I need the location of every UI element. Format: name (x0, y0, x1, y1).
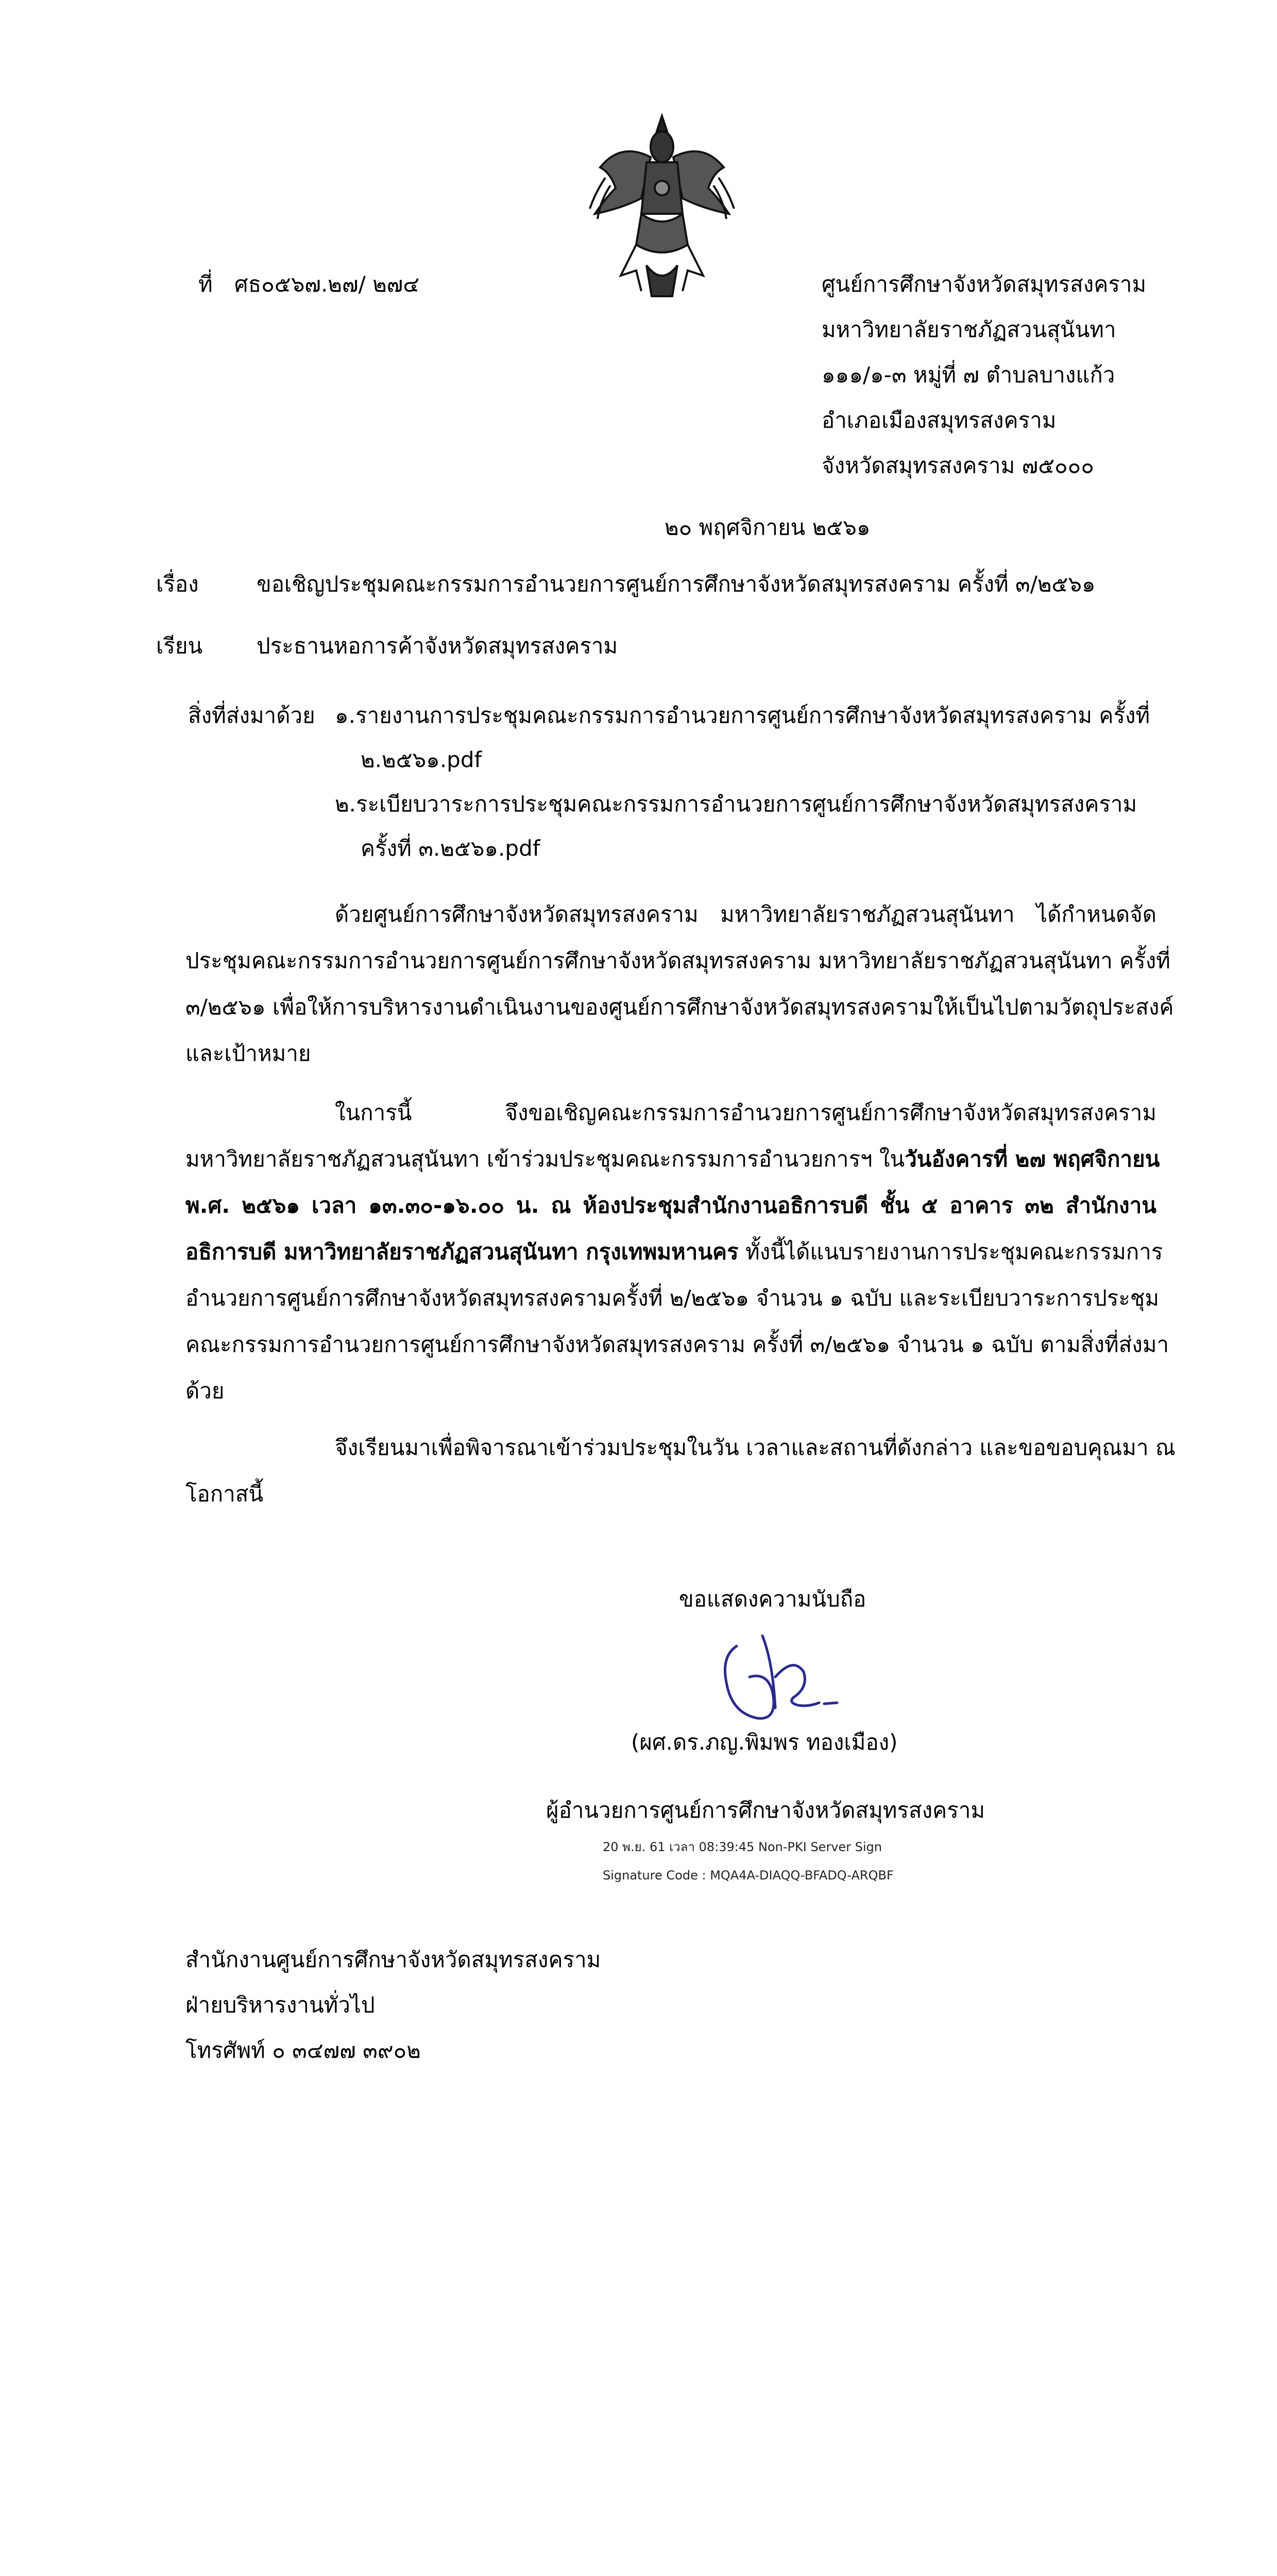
footer-department: ฝ่ายบริหารงานทั่วไป (185, 1992, 375, 2018)
enclosure-item[interactable]: ๑.รายงานการประชุมคณะกรรมการอำนวยการศูนย์การศึกษาจังหวัดสมุทรสงคราม ครั้งที่ (335, 703, 1150, 728)
address-line: ศูนย์การศึกษาจังหวัดสมุทรสงคราม (822, 272, 1147, 297)
enclosures-label: สิ่งที่ส่งมาด้วย (188, 703, 315, 728)
body-paragraph-line: ในการนี้ จึงขอเชิญคณะกรรมการอำนวยการศูนย์การศึกษาจังหวัดสมุทรสงคราม (335, 1100, 1156, 1125)
recipient-text: ประธานหอการค้าจังหวัดสมุทรสงคราม (257, 633, 618, 658)
body-paragraph-line: ๓/๒๕๖๑ เพื่อให้การบริหารงานดำเนินงานของศูนย์การศึกษาจังหวัดสมุทรสงครามให้เป็นไปตามวัตถุประสงค์ (185, 994, 1174, 1020)
enclosure-item[interactable]: ๒.ระเบียบวาระการประชุมคณะกรรมการอำนวยการศูนย์การศึกษาจังหวัดสมุทรสงคราม (335, 791, 1137, 817)
body-paragraph-line: โอกาสนี้ (185, 1481, 264, 1506)
body-paragraph-line (185, 1136, 1160, 1182)
recipient-label: เรียน (156, 633, 203, 658)
body-paragraph-line: ด้วยศูนย์การศึกษาจังหวัดสมุทรสงคราม มหาวิทยาลัยราชภัฏสวนสุนันทา ได้กำหนดจัด (335, 902, 1156, 927)
address-line: ๑๑๑/๑-๓ หมู่ที่ ๗ ตำบลบางแก้ว (822, 362, 1115, 387)
address-line: จังหวัดสมุทรสงคราม ๗๕๐๐๐ (822, 453, 1094, 478)
e-signature-timestamp: 20 พ.ย. 61 เวลา 08:39:45 Non-PKI Server Sign (603, 1840, 882, 1854)
garuda-emblem-icon (585, 111, 739, 301)
reference-label: ที่ (198, 272, 213, 297)
body-paragraph-line (185, 1229, 1163, 1275)
closing-salutation: ขอแสดงความนับถือ (679, 1586, 866, 1612)
body-text: ทั้งนี้ได้แนบรายงานการประชุมคณะกรรมการ (738, 1239, 1163, 1264)
subject-text: ขอเชิญประชุมคณะกรรมการอำนวยการศูนย์การศึกษาจังหวัดสมุทรสงคราม ครั้งที่ ๓/๒๕๖๑ (257, 571, 1096, 597)
meeting-time-place-emphasis: พ.ศ. ๒๕๖๑ เวลา ๑๓.๓๐-๑๖.๐๐ น. ณ ห้องประชุมสำนักงานอธิการบดี ชั้น ๕ อาคาร ๓๒ สำนักงาน (185, 1193, 1156, 1218)
signer-name: (ผศ.ดร.ภญ.พิมพร ทองเมือง) (631, 1730, 898, 1755)
letter-date: ๒๐ พฤศจิกายน ๒๕๖๑ (665, 515, 871, 540)
body-text: มหาวิทยาลัยราชภัฏสวนสุนันทา เข้าร่วมประชุมคณะกรรมการอำนวยการฯ ใน (185, 1146, 905, 1172)
body-paragraph-line: ประชุมคณะกรรมการอำนวยการศูนย์การศึกษาจังหวัดสมุทรสงคราม มหาวิทยาลัยราชภัฏสวนสุนันทา ครั้งที่ (185, 948, 1170, 973)
address-line: อำเภอเมืองสมุทรสงคราม (822, 408, 1057, 433)
body-paragraph-line: คณะกรรมการอำนวยการศูนย์การศึกษาจังหวัดสมุทรสงคราม ครั้งที่ ๓/๒๕๖๑ จำนวน ๑ ฉบับ ตามสิ่งที่ส่งมา (185, 1332, 1169, 1357)
body-paragraph-line: และเป้าหมาย (185, 1041, 311, 1066)
enclosure-file-link[interactable]: ๒.๒๕๖๑.pdf (361, 747, 482, 772)
address-line: มหาวิทยาลัยราชภัฏสวนสุนันทา (822, 317, 1116, 342)
enclosure-file-link[interactable]: ครั้งที่ ๓.๒๕๖๑.pdf (361, 836, 540, 861)
subject-label: เรื่อง (156, 571, 199, 597)
footer-phone: โทรศัพท์ ๐ ๓๔๗๗ ๓๙๐๒ (185, 2038, 421, 2063)
meeting-date-emphasis: วันอังคารที่ ๒๗ พฤศจิกายน (905, 1146, 1160, 1172)
footer-office: สำนักงานศูนย์การศึกษาจังหวัดสมุทรสงคราม (185, 1947, 601, 1972)
reference-number: ศธ๐๕๖๗.๒๗/ ๒๗๔ (234, 272, 420, 297)
body-paragraph-line: อำนวยการศูนย์การศึกษาจังหวัดสมุทรสงครามครั้งที่ ๒/๒๕๖๑ จำนวน ๑ ฉบับ และระเบียบวาระการประชุม (185, 1285, 1160, 1311)
body-paragraph-line: ด้วย (185, 1378, 225, 1403)
meeting-place-emphasis: อธิการบดี มหาวิทยาลัยราชภัฏสวนสุนันทา กรุงเทพมหานคร (185, 1239, 739, 1264)
body-paragraph-line: จึงเรียนมาเพื่อพิจารณาเข้าร่วมประชุมในวัน เวลาและสถานที่ดังกล่าว และขอขอบคุณมา ณ (335, 1435, 1176, 1460)
e-signature-code: Signature Code : MQA4A-DIAQQ-BFADQ-ARQBF (603, 1868, 894, 1883)
signer-position: ผู้อำนวยการศูนย์การศึกษาจังหวัดสมุทรสงคราม (546, 1798, 985, 1823)
